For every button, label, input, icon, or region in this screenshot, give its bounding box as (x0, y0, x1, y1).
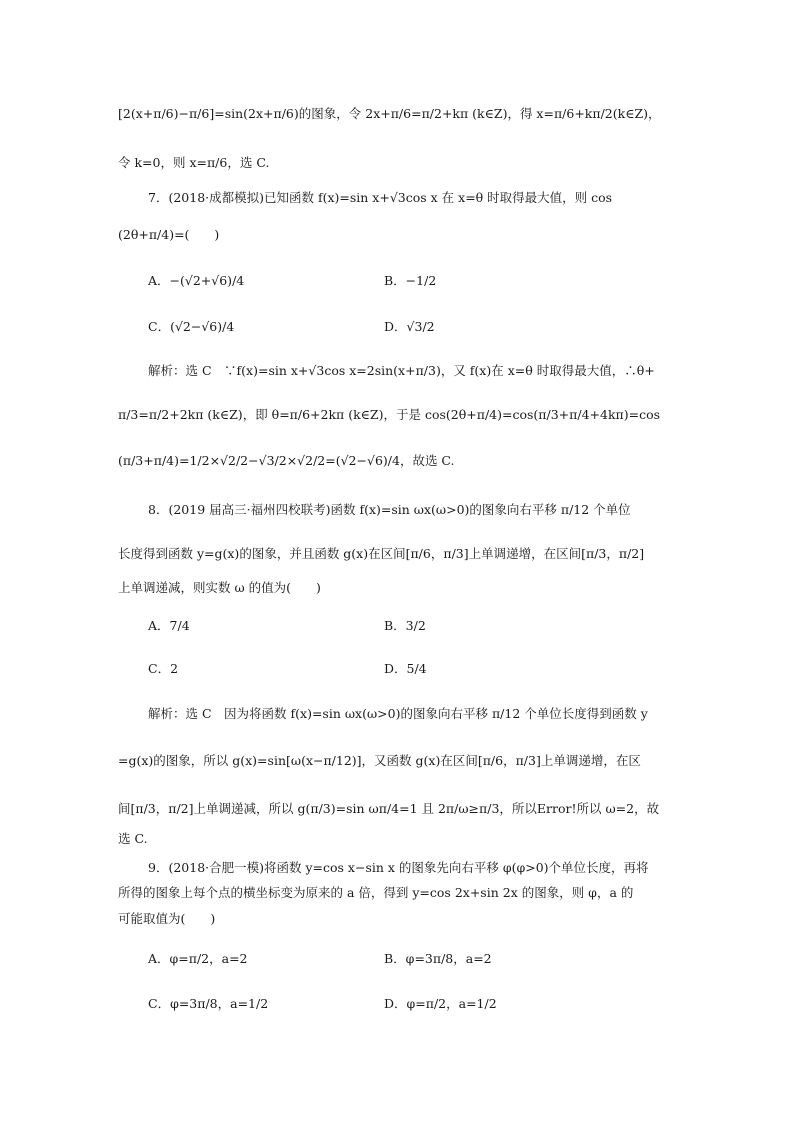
solution-7-line-3: (π/3+π/4)=1/2×√2/2−√3/2×√2/2=(√2−√6)/4，故选 C. (118, 453, 455, 468)
question-8-stem-line-3: 上单调递减，则实数 ω 的值为( ) (118, 580, 321, 595)
question-7-option-c: C．(√2−√6)/4 (148, 319, 235, 334)
question-8-stem-line-2: 长度得到函数 y=g(x)的图象，并且函数 g(x)在区间[π/6，π/3]上单调递增，在区间[π/3，π/2] (118, 546, 645, 561)
question-8-stem-line-1: 8．(2019 届高三·福州四校联考)函数 f(x)=sin ωx(ω>0)的图象向右平移 π/12 个单位 (148, 502, 631, 517)
solution-8-line-4: 选 C. (118, 831, 148, 846)
question-9-stem-line-2: 所得的图象上每个点的横坐标变为原来的 a 倍，得到 y=cos 2x+sin 2x 的图象，则 φ，a 的 (118, 885, 634, 900)
question-7-stem-line-2: (2θ+π/4)=( ) (118, 227, 220, 242)
question-7-option-a: A．−(√2+√6)/4 (148, 273, 245, 288)
question-8-option-a: A．7/4 (148, 618, 190, 633)
solution-7-line-2: π/3=π/2+2kπ (k∈Z)，即 θ=π/6+2kπ (k∈Z)，于是 cos(2θ+π/4)=cos(π/3+π/4+4kπ)=cos (118, 407, 661, 422)
question-8-option-b: B．3/2 (384, 618, 426, 633)
question-8-option-c: C．2 (148, 661, 179, 676)
question-9-stem-line-1: 9．(2018·合肥一模)将函数 y=cos x−sin x 的图象先向右平移 φ(φ>0)个单位长度，再将 (148, 860, 649, 875)
question-7-stem-line-1: 7．(2018·成都模拟)已知函数 f(x)=sin x+√3cos x 在 x=θ 时取得最大值，则 cos (148, 190, 613, 205)
solution-8-line-2: =g(x)的图象，所以 g(x)=sin[ω(x−π/12)]，又函数 g(x)在区间[π/6，π/3]上单调递增，在区 (118, 753, 641, 768)
solution-continued-line-1: [2(x+π/6)−π/6]=sin(2x+π/6)的图象，令 2x+π/6=π/2+kπ (k∈Z)，得 x=π/6+kπ/2(k∈Z)， (118, 106, 661, 121)
question-9-stem-line-3: 可能取值为( ) (118, 911, 216, 926)
solution-7-line-1: 解析：选 C ∵f(x)=sin x+√3cos x=2sin(x+π/3)，又 f(x)在 x=θ 时取得最大值，∴θ+ (148, 363, 655, 378)
question-9-option-d: D．φ=π/2，a=1/2 (384, 996, 497, 1011)
question-7-option-d: D．√3/2 (384, 319, 435, 334)
solution-continued-line-2: 令 k=0，则 x=π/6，选 C. (118, 155, 270, 170)
solution-8-line-3: 间[π/3，π/2]上单调递减，所以 g(π/3)=sin ωπ/4=1 且 2π/ω≥π/3，所以Error!所以 ω=2，故 (118, 801, 660, 816)
question-8-option-d: D．5/4 (384, 661, 427, 676)
question-7-option-b: B．−1/2 (384, 273, 437, 288)
solution-8-line-1: 解析：选 C 因为将函数 f(x)=sin ωx(ω>0)的图象向右平移 π/12 个单位长度得到函数 y (148, 706, 648, 721)
question-9-option-a: A．φ=π/2，a=2 (148, 951, 248, 966)
question-9-option-c: C．φ=3π/8，a=1/2 (148, 996, 269, 1011)
question-9-option-b: B．φ=3π/8，a=2 (384, 951, 492, 966)
